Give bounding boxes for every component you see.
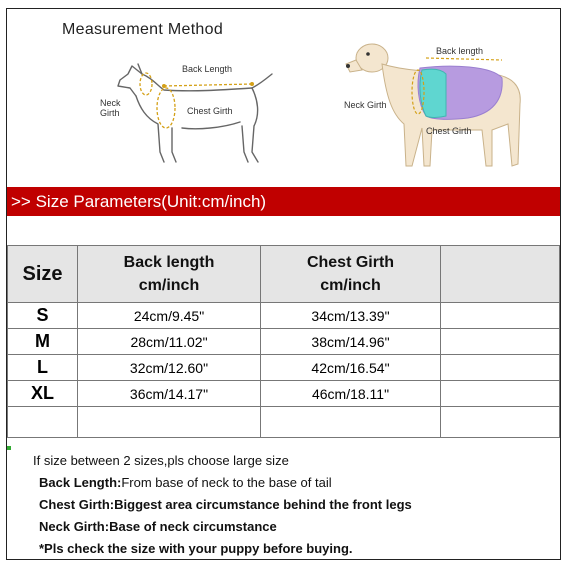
size-cell: M: [8, 329, 78, 355]
header-chest-line1: Chest Girth: [306, 254, 395, 271]
chest-girth-cell: 38cm/14.96": [261, 329, 441, 355]
note-back-text: From base of neck to the base of tail: [121, 475, 332, 490]
header-chest-girth: [261, 246, 441, 303]
note-neck-text: Base of neck circumstance: [109, 519, 277, 534]
empty-cell: [261, 407, 441, 438]
size-cell: XL: [8, 381, 78, 407]
size-tip: If size between 2 sizes,pls choose large size: [33, 453, 289, 468]
header-back-length: [78, 246, 261, 303]
note-check-text: *Pls check the size with your puppy before buying.: [39, 541, 353, 556]
neck-girth-label-line2: Girth: [100, 108, 120, 118]
size-parameters-banner: >> Size Parameters(Unit:cm/inch): [7, 187, 560, 216]
empty-cell: [441, 381, 560, 407]
empty-cell: [441, 355, 560, 381]
table-row-empty: [8, 407, 560, 438]
note-back-label: Back Length:: [39, 475, 122, 490]
header-chest-line2: cm/inch: [320, 277, 381, 294]
header-back-line1: Back length: [123, 254, 215, 271]
back-length-label-right: Back length: [436, 46, 484, 56]
empty-cell: [441, 407, 560, 438]
empty-cell: [78, 407, 261, 438]
empty-cell: [441, 303, 560, 329]
header-back-line2: cm/inch: [138, 277, 200, 294]
chest-girth-cell: 42cm/16.54": [261, 355, 441, 381]
size-chart-frame: [6, 8, 561, 560]
back-length-cell: 24cm/9.45": [78, 303, 261, 329]
header-size: Size: [8, 246, 78, 303]
table-row: [8, 381, 560, 407]
back-length-cell: 36cm/14.17": [78, 381, 261, 407]
neck-girth-label-line1: Neck: [100, 98, 121, 108]
measurement-title: Measurement Method: [62, 21, 224, 38]
table-header-row: [8, 246, 560, 303]
note-neck-girth: [39, 519, 277, 534]
back-length-cell: 32cm/12.60": [78, 355, 261, 381]
size-cell: L: [8, 355, 78, 381]
table-row: [8, 329, 560, 355]
back-length-label: Back Length: [182, 64, 233, 74]
size-cell: S: [8, 303, 78, 329]
note-chest-label: Chest Girth:: [39, 497, 115, 512]
note-check-size: [39, 541, 353, 556]
dog-sketch-diagram: [102, 44, 302, 194]
chest-girth-cell: 34cm/13.39": [261, 303, 441, 329]
dog-vest-illustration: [342, 34, 542, 184]
note-chest-girth: [39, 497, 412, 512]
note-chest-text: Biggest area circumstance behind the front legs: [114, 497, 412, 512]
chest-girth-label-right: Chest Girth: [426, 126, 472, 136]
neck-girth-label-right: Neck Girth: [344, 100, 387, 110]
empty-cell: [441, 329, 560, 355]
table-row: [8, 303, 560, 329]
table-row: [8, 355, 560, 381]
green-corner-mark: [7, 446, 11, 450]
chest-girth-label: Chest Girth: [187, 106, 233, 116]
note-neck-label: Neck Girth:: [39, 519, 110, 534]
back-length-cell: 28cm/11.02": [78, 329, 261, 355]
header-empty: [441, 246, 560, 303]
size-table: [7, 245, 560, 438]
chest-girth-cell: 46cm/18.11": [261, 381, 441, 407]
note-back-length: [39, 475, 332, 490]
empty-cell: [8, 407, 78, 438]
measurement-section: [7, 9, 560, 187]
